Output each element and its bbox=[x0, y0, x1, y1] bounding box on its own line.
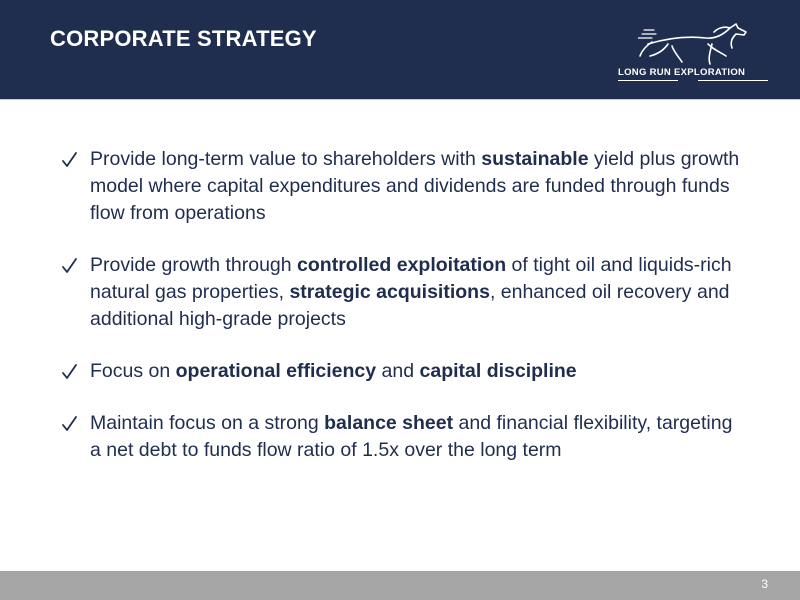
horse-icon bbox=[638, 20, 758, 66]
slide-footer bbox=[0, 571, 800, 600]
bullet-emphasis: capital discipline bbox=[419, 360, 577, 382]
bullet-list bbox=[60, 146, 740, 464]
logo-rule-right bbox=[698, 80, 768, 81]
bullet-segment: and bbox=[376, 360, 420, 382]
page-number: 3 bbox=[761, 577, 768, 591]
bullet-segment: Provide long-term value to shareholders with bbox=[90, 148, 482, 170]
bullet-segment: yield plus growth model where capital expenditures and dividends are funded through funds flow from operations bbox=[90, 148, 740, 224]
bullet-emphasis: operational efficiency bbox=[175, 360, 377, 382]
bullet-item bbox=[60, 252, 740, 333]
bullet-text bbox=[90, 148, 739, 224]
bullet-text bbox=[90, 412, 732, 461]
bullet-emphasis: controlled exploitation bbox=[297, 254, 507, 276]
bullet-segment: and financial flexibility, targeting a net debt to funds flow ratio of 1.5x over the long term bbox=[90, 412, 733, 461]
bullet-item bbox=[60, 146, 740, 227]
bullet-segment: Maintain focus on a strong bbox=[90, 412, 325, 434]
logo-wordmark: LONG RUN EXPLORATION bbox=[618, 67, 746, 78]
bullet-segment: Focus on bbox=[90, 360, 176, 382]
check-icon bbox=[60, 358, 80, 385]
bullet-item bbox=[60, 358, 740, 385]
check-icon bbox=[60, 410, 80, 437]
logo-rule-left bbox=[618, 80, 678, 81]
slide-header bbox=[0, 0, 800, 100]
check-icon bbox=[60, 146, 80, 173]
bullet-emphasis: balance sheet bbox=[324, 412, 454, 434]
company-logo bbox=[618, 20, 768, 86]
bullet-text bbox=[90, 254, 732, 330]
slide-title: CORPORATE STRATEGY bbox=[50, 26, 317, 51]
bullet-emphasis: strategic acquisitions bbox=[289, 281, 490, 303]
bullet-segment: Provide growth through bbox=[90, 254, 298, 276]
bullet-segment: , enhanced oil recovery and additional high-grade projects bbox=[90, 281, 730, 330]
bullet-text bbox=[90, 360, 577, 382]
bullet-segment: of tight oil and liquids-rich natural gas properties, bbox=[90, 254, 732, 303]
bullet-item bbox=[60, 410, 740, 464]
check-icon bbox=[60, 252, 80, 279]
bullet-emphasis: sustainable bbox=[481, 148, 589, 170]
